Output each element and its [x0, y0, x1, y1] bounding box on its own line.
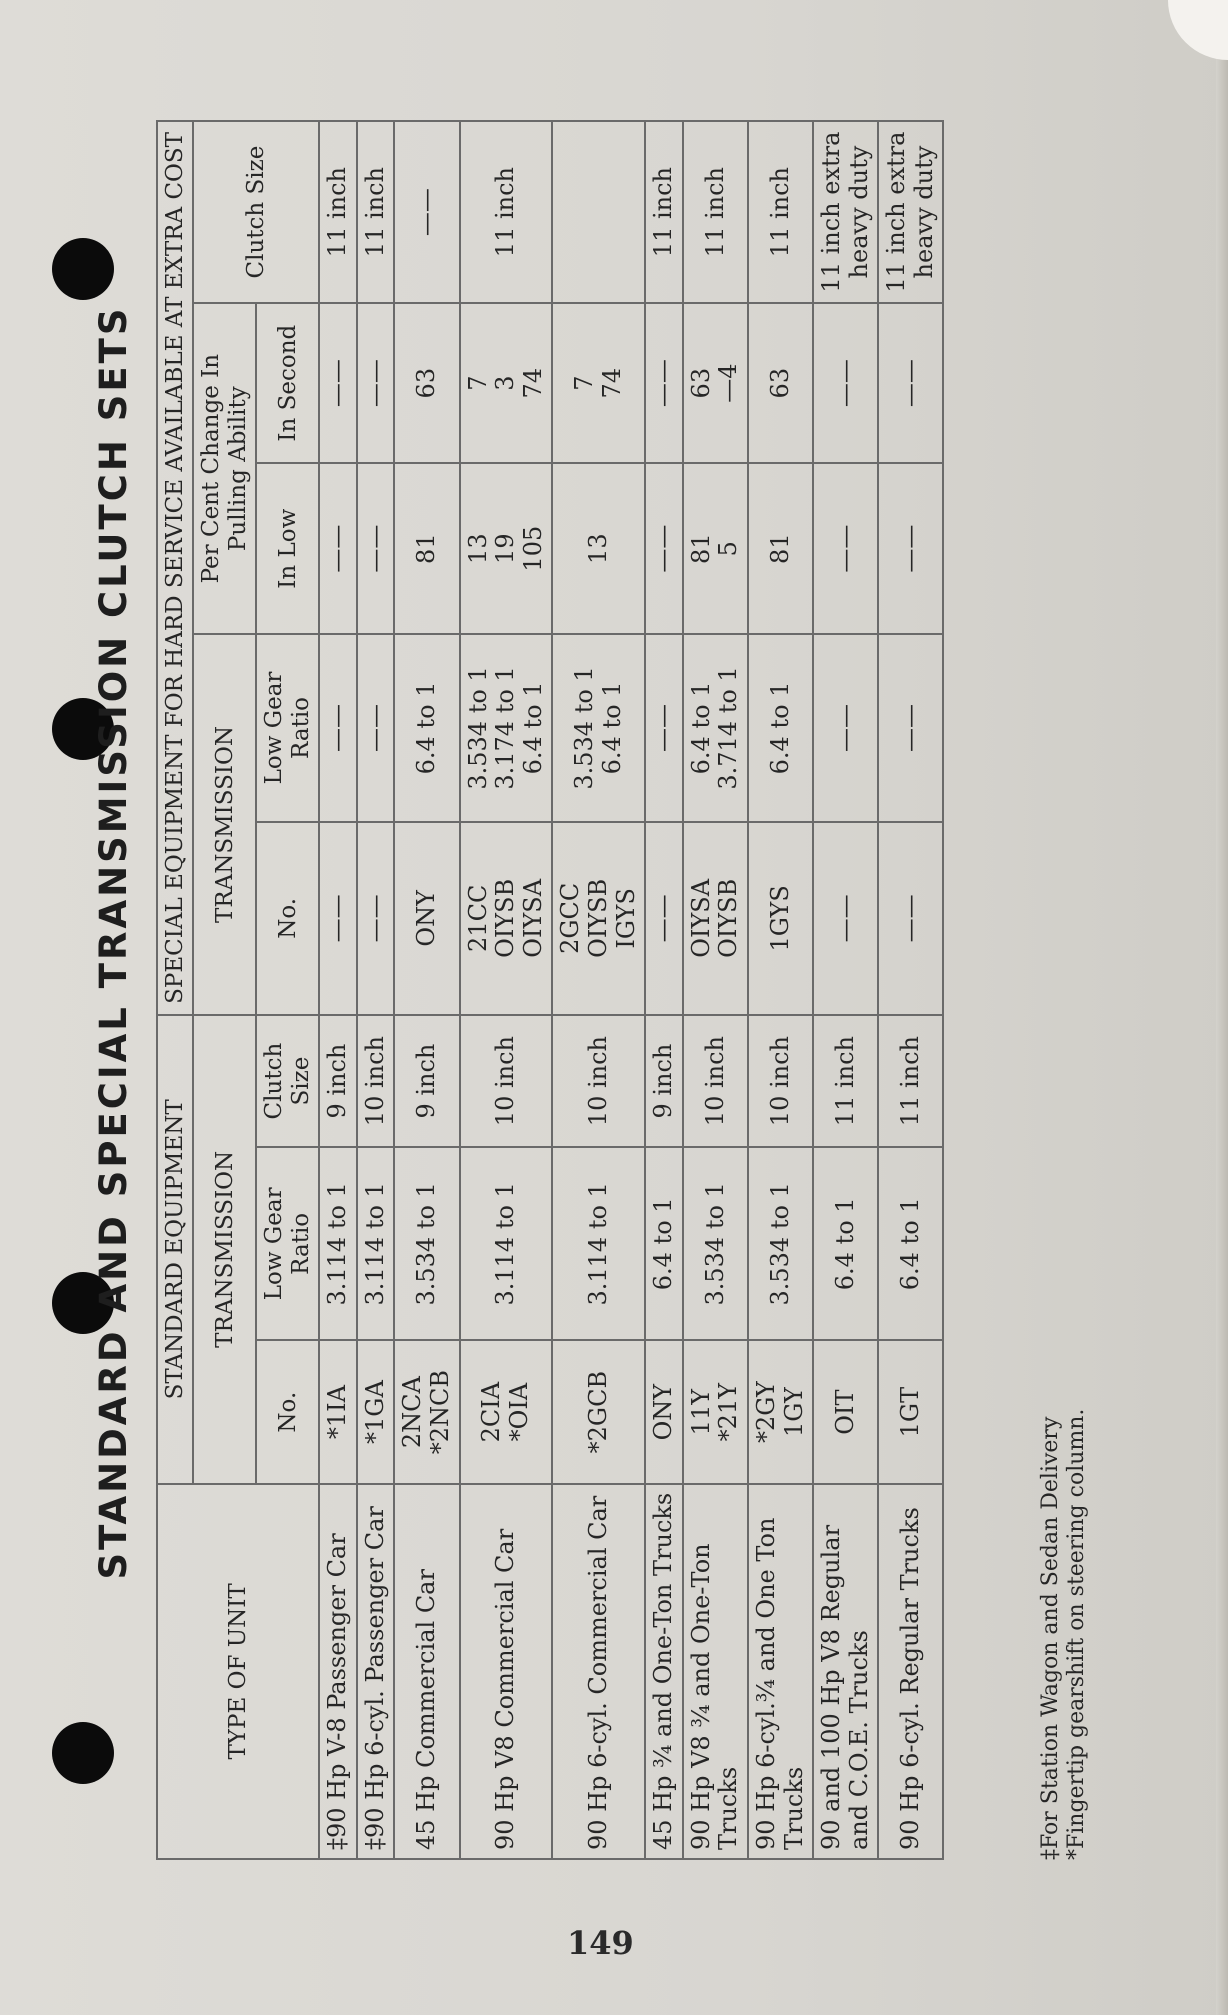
cell-std-no: *1GA [357, 1340, 395, 1483]
cell-sp-no: —— [645, 822, 683, 1015]
cell-in-second: 63 [748, 303, 813, 463]
table-row [460, 121, 553, 1859]
cell-unit: 45 Hp Commercial Car [394, 1484, 459, 1859]
cell-sp-ratio: 3.534 to 1 6.4 to 1 [552, 634, 645, 822]
cell-std-no: ONY [645, 1340, 683, 1483]
footnote-dagger: ‡For Station Wagon and Sedan Delivery [1038, 1416, 1063, 1860]
page-title: STANDARD AND SPECIAL TRANSMISSION CLUTCH SETS [91, 305, 135, 1580]
cell-std-no: 11Y *21Y [683, 1340, 748, 1483]
cell-std-ratio: 3.114 to 1 [319, 1147, 357, 1340]
cell-std-clutch: 11 inch [878, 1015, 943, 1147]
table-row [357, 121, 395, 1859]
cell-std-ratio: 3.534 to 1 [748, 1147, 813, 1340]
cell-in-low: —— [813, 463, 878, 634]
cell-unit: 90 Hp 6-cyl. Regular Trucks [878, 1484, 943, 1859]
header-sp-transmission: TRANSMISSION [193, 634, 256, 1015]
cell-std-no: 2CIA *OIA [460, 1340, 553, 1483]
footnotes [1038, 1409, 1091, 1860]
cell-sp-no: OIYSA OIYSB [683, 822, 748, 1015]
cell-sp-clutch: 11 inch extra heavy duty [878, 121, 943, 303]
table-row [645, 121, 683, 1859]
cell-sp-ratio: 6.4 to 1 [394, 634, 459, 822]
cell-in-second: —— [319, 303, 357, 463]
cell-sp-no: 2GCC OIYSB IGYS [552, 822, 645, 1015]
cell-unit: 90 Hp V8 ¾ and One-Ton Trucks [683, 1484, 748, 1859]
cell-std-ratio: 3.114 to 1 [552, 1147, 645, 1340]
cell-sp-no: —— [357, 822, 395, 1015]
cell-unit: ‡90 Hp V-8 Passenger Car [319, 1484, 357, 1859]
cell-std-ratio: 3.534 to 1 [394, 1147, 459, 1340]
cell-unit: 90 Hp 6-cyl. Commercial Car [552, 1484, 645, 1859]
cell-in-second: 7 3 74 [460, 303, 553, 463]
header-standard-equipment: STANDARD EQUIPMENT [157, 1015, 193, 1484]
table-row [878, 121, 943, 1859]
cell-std-no: OIT [813, 1340, 878, 1483]
cell-std-clutch: 9 inch [394, 1015, 459, 1147]
table-row [683, 121, 748, 1859]
cell-in-second: —— [878, 303, 943, 463]
cell-std-no: *2GY 1GY [748, 1340, 813, 1483]
cell-std-clutch: 10 inch [552, 1015, 645, 1147]
cell-sp-ratio: 6.4 to 1 [748, 634, 813, 822]
cell-sp-no: 21CC OIYSB OIYSA [460, 822, 553, 1015]
table-row [813, 121, 878, 1859]
header-sp-ratio: Low Gear Ratio [256, 634, 319, 822]
cell-std-clutch: 11 inch [813, 1015, 878, 1147]
table-row [394, 121, 459, 1859]
cell-in-second: —— [645, 303, 683, 463]
cell-sp-no: —— [878, 822, 943, 1015]
cell-std-no: *2GCB [552, 1340, 645, 1483]
cell-std-no: 1GT [878, 1340, 943, 1483]
cell-sp-ratio: —— [878, 634, 943, 822]
table-row [319, 121, 357, 1859]
cell-in-second: 63 —4 [683, 303, 748, 463]
cell-sp-ratio: —— [645, 634, 683, 822]
cell-sp-clutch: 11 inch [683, 121, 748, 303]
cell-unit: 90 Hp V8 Commercial Car [460, 1484, 553, 1859]
header-std-ratio: Low Gear Ratio [256, 1147, 319, 1340]
cell-in-low: —— [357, 463, 395, 634]
cell-sp-clutch: 11 inch [357, 121, 395, 303]
cell-std-no: *1IA [319, 1340, 357, 1483]
cell-std-ratio: 6.4 to 1 [813, 1147, 878, 1340]
page-corner [1168, 0, 1228, 60]
cell-unit: 90 and 100 Hp V8 Regular and C.O.E. Trucks [813, 1484, 878, 1859]
header-sp-clutch-size: Clutch Size [193, 121, 319, 303]
cell-unit: ‡90 Hp 6-cyl. Passenger Car [357, 1484, 395, 1859]
cell-std-ratio: 3.534 to 1 [683, 1147, 748, 1340]
cell-sp-clutch [552, 121, 645, 303]
cell-in-low: 81 [748, 463, 813, 634]
rotated-content [38, 0, 1138, 1885]
cell-in-low: —— [645, 463, 683, 634]
cell-sp-no: ONY [394, 822, 459, 1015]
header-special-equipment: SPECIAL EQUIPMENT FOR HARD SERVICE AVAILABLE AT EXTRA COST [157, 121, 193, 1015]
cell-std-ratio: 3.114 to 1 [460, 1147, 553, 1340]
page-edge [1216, 0, 1228, 2015]
header-type-of-unit: TYPE OF UNIT [157, 1484, 319, 1859]
cell-unit: 45 Hp ¾ and One-Ton Trucks [645, 1484, 683, 1859]
footnote-star: *Fingertip gearshift on steering column. [1064, 1408, 1090, 1860]
cell-sp-ratio: 3.534 to 1 3.174 to 1 6.4 to 1 [460, 634, 553, 822]
header-in-second: In Second [256, 303, 319, 463]
table-row [552, 121, 645, 1859]
cell-sp-clutch: 11 inch [645, 121, 683, 303]
header-std-transmission: TRANSMISSION [193, 1015, 256, 1484]
cell-sp-clutch: 11 inch [460, 121, 553, 303]
cell-sp-ratio: 6.4 to 1 3.714 to 1 [683, 634, 748, 822]
cell-std-clutch: 10 inch [748, 1015, 813, 1147]
cell-sp-clutch: 11 inch [748, 121, 813, 303]
cell-std-clutch: 10 inch [460, 1015, 553, 1147]
cell-in-low: —— [878, 463, 943, 634]
cell-in-low: —— [319, 463, 357, 634]
cell-std-no: 2NCA *2NCB [394, 1340, 459, 1483]
header-pulling-ability: Per Cent Change In Pulling Ability [193, 303, 256, 634]
cell-in-second: —— [357, 303, 395, 463]
cell-std-ratio: 3.114 to 1 [357, 1147, 395, 1340]
cell-sp-ratio: —— [319, 634, 357, 822]
cell-in-second: 63 [394, 303, 459, 463]
cell-sp-ratio: —— [357, 634, 395, 822]
header-std-clutch: Clutch Size [256, 1015, 319, 1147]
cell-in-low: 13 [552, 463, 645, 634]
cell-in-low: 81 5 [683, 463, 748, 634]
cell-in-low: 81 [394, 463, 459, 634]
cell-in-second: 7 74 [552, 303, 645, 463]
cell-sp-clutch: 11 inch extra heavy duty [813, 121, 878, 303]
cell-in-low: 13 19 105 [460, 463, 553, 634]
cell-in-second: —— [813, 303, 878, 463]
cell-sp-no: 1GYS [748, 822, 813, 1015]
header-sp-no: No. [256, 822, 319, 1015]
table-row [748, 121, 813, 1859]
cell-sp-ratio: —— [813, 634, 878, 822]
page-number: 149 [567, 1924, 634, 1962]
cell-std-clutch: 9 inch [319, 1015, 357, 1147]
header-std-no: No. [256, 1340, 319, 1483]
cell-sp-no: —— [319, 822, 357, 1015]
cell-std-clutch: 10 inch [357, 1015, 395, 1147]
cell-std-clutch: 10 inch [683, 1015, 748, 1147]
cell-sp-no: —— [813, 822, 878, 1015]
cell-std-clutch: 9 inch [645, 1015, 683, 1147]
cell-std-ratio: 6.4 to 1 [645, 1147, 683, 1340]
header-in-low: In Low [256, 463, 319, 634]
cell-sp-clutch: 11 inch [319, 121, 357, 303]
transmission-clutch-table [156, 120, 944, 1860]
table-body [319, 121, 943, 1859]
cell-unit: 90 Hp 6-cyl.¾ and One Ton Trucks [748, 1484, 813, 1859]
cell-sp-clutch: —— [394, 121, 459, 303]
cell-std-ratio: 6.4 to 1 [878, 1147, 943, 1340]
